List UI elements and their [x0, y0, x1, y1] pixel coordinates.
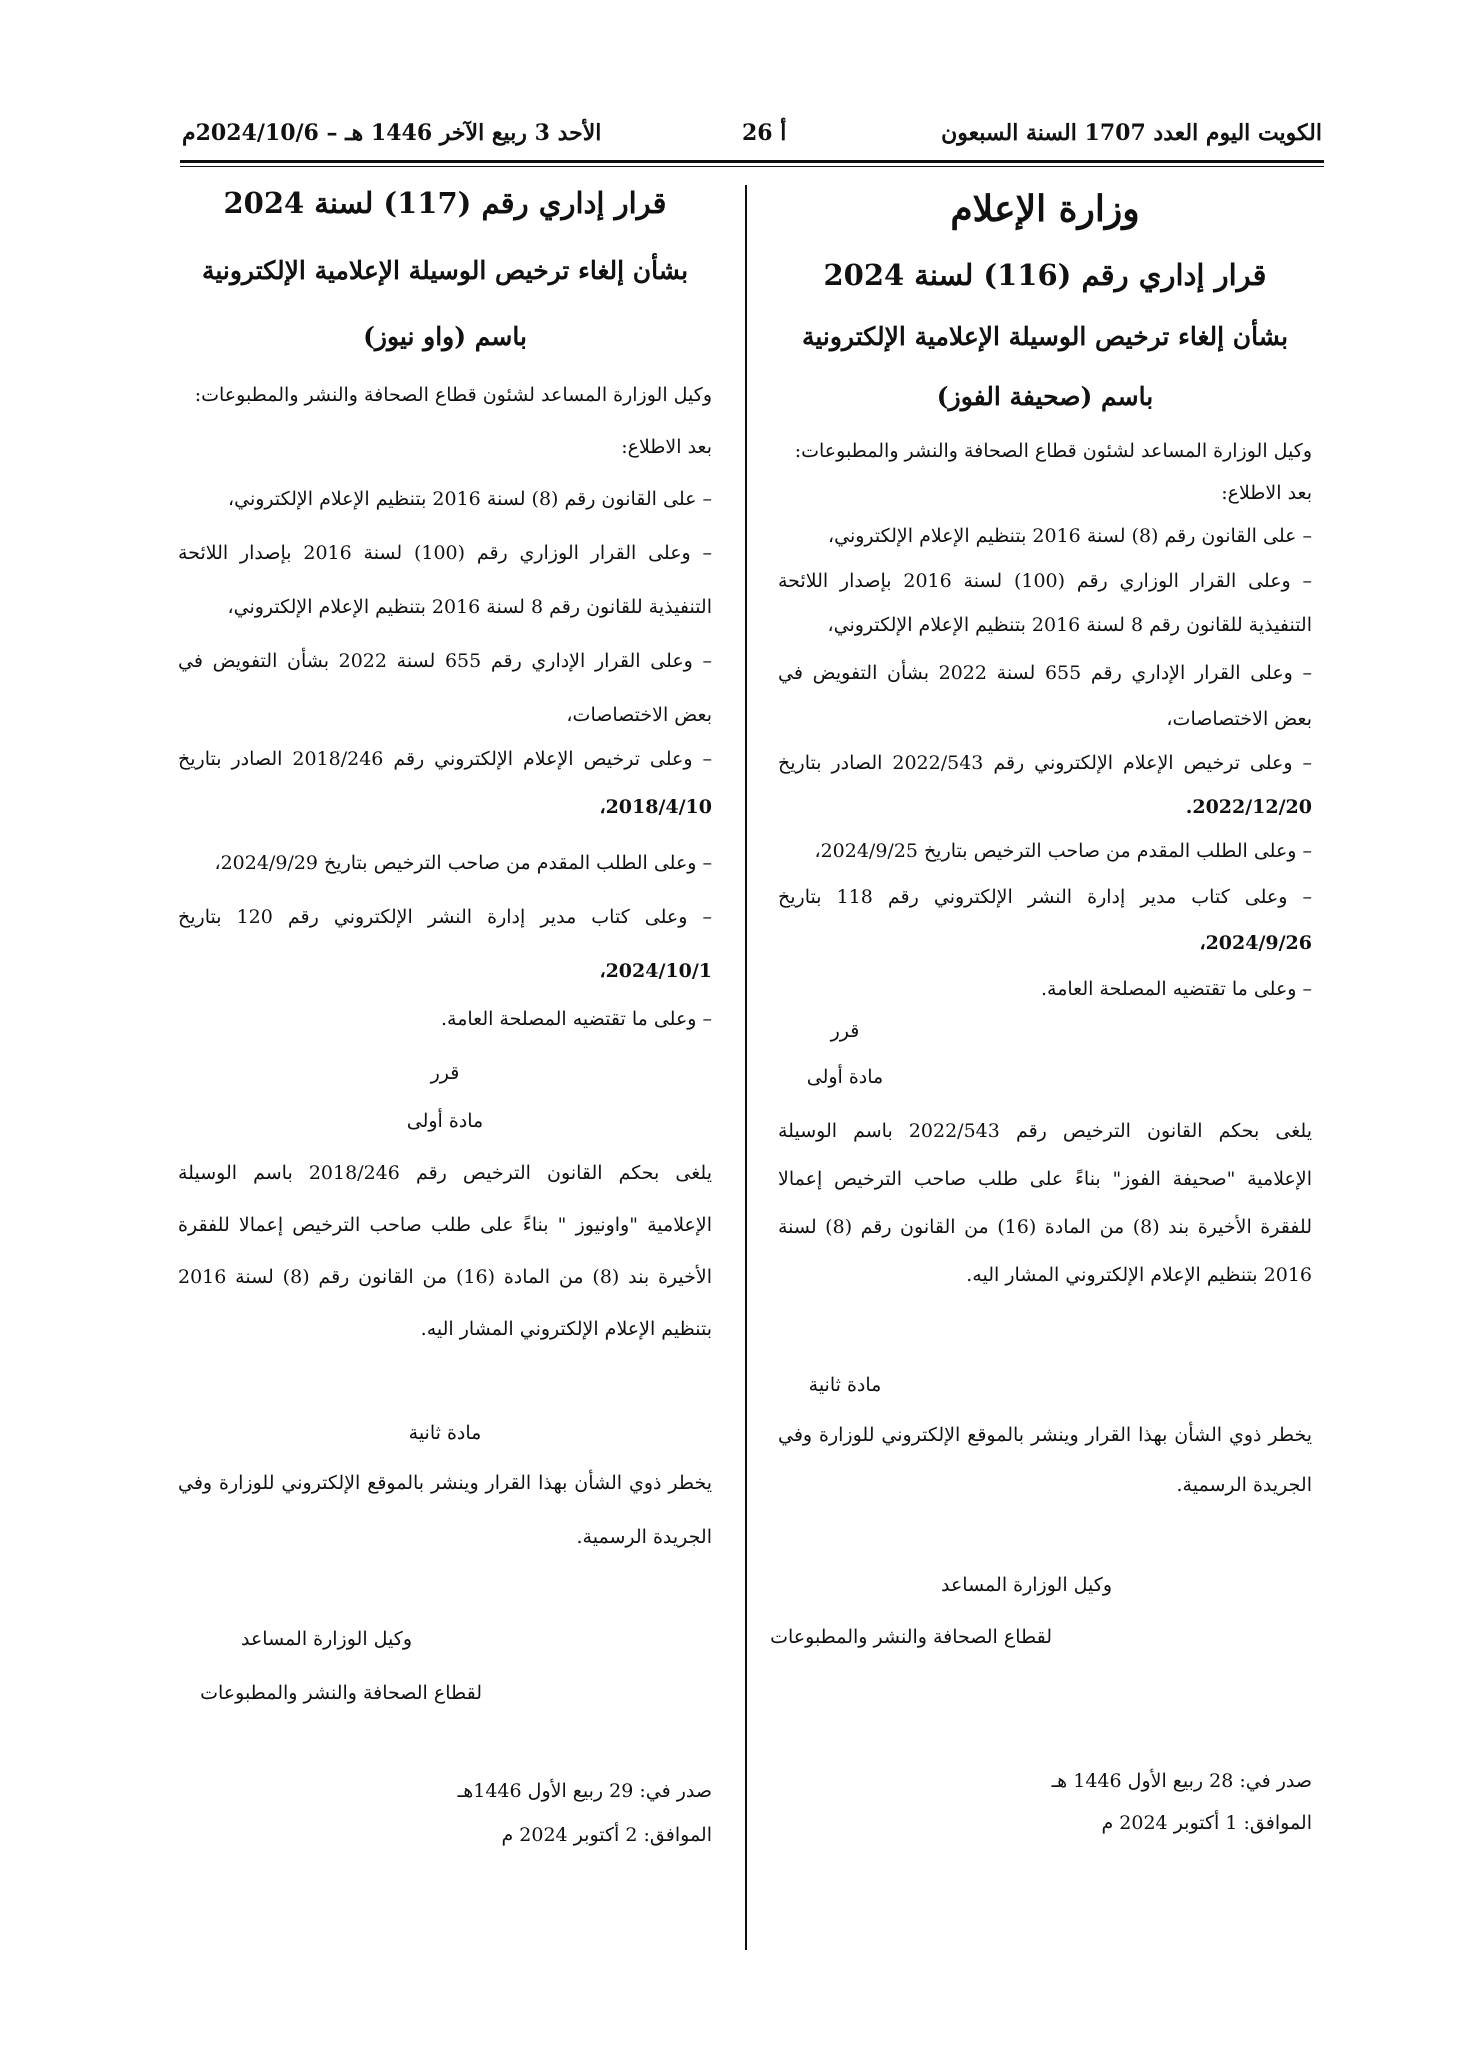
decision-subtitle-name: باسم (صحيفة الفوز)	[936, 382, 1154, 411]
preamble-item: – وعلى ما تقتضيه المصلحة العامة.	[440, 1008, 712, 1030]
preamble-heading: بعد الاطلاع:	[1221, 482, 1312, 504]
article-2-title: مادة ثانية	[408, 1422, 482, 1444]
preamble-item-cont: 2022/12/20.	[1185, 796, 1312, 818]
article-2-text: يخطر ذوي الشأن بهذا القرار وينشر بالموقع الإلكتروني للوزارة وفي	[178, 1472, 712, 1494]
decision-117-column	[178, 0, 712, 2067]
article-1-text: الإعلامية "واونيوز " بناءً على طلب صاحب الترخيص إعمالا للفقرة	[178, 1214, 712, 1236]
decision-title: قرار إداري رقم (116) لسنة 2024	[823, 258, 1267, 292]
preamble-item: – وعلى الطلب المقدم من صاحب الترخيص بتاريخ 2024/9/29،	[214, 852, 712, 874]
preamble-item: – وعلى القرار الوزاري رقم (100) لسنة 2016 بإصدار اللائحة	[778, 570, 1312, 592]
preamble-item-cont: التنفيذية للقانون رقم 8 لسنة 2016 بتنظيم الإعلام الإلكتروني،	[227, 596, 712, 618]
article-1-text: يلغى بحكم القانون الترخيص رقم 2018/246 باسم الوسيلة	[178, 1162, 713, 1184]
corresponding-date: الموافق: 1 أكتوبر 2024 م	[1101, 1812, 1312, 1834]
issued-date: صدر في: 28 ربيع الأول 1446 هـ	[1051, 1770, 1312, 1792]
corresponding-date: الموافق: 2 أكتوبر 2024 م	[501, 1824, 712, 1846]
signatory-sector: لقطاع الصحافة والنشر والمطبوعات	[770, 1626, 1052, 1648]
preamble-item: – وعلى ما تقتضيه المصلحة العامة.	[1040, 978, 1312, 1000]
signatory-title: وكيل الوزارة المساعد	[941, 1574, 1112, 1596]
preamble-item: – وعلى كتاب مدير إدارة النشر الإلكتروني رقم 118 بتاريخ	[778, 886, 1313, 908]
signatory-title: وكيل الوزارة المساعد	[241, 1628, 412, 1650]
preamble-item-cont: بعض الاختصاصات،	[566, 704, 712, 726]
preamble-authority: وكيل الوزارة المساعد لشئون قطاع الصحافة والنشر والمطبوعات:	[194, 384, 712, 406]
preamble-item: – وعلى ترخيص الإعلام الإلكتروني رقم 2022/543 الصادر بتاريخ	[778, 752, 1312, 774]
article-1-text: يلغى بحكم القانون الترخيص رقم 2022/543 باسم الوسيلة	[778, 1120, 1313, 1142]
preamble-item: – وعلى ترخيص الإعلام الإلكتروني رقم 2018/246 الصادر بتاريخ	[178, 748, 712, 770]
decision-subtitle: بشأن إلغاء ترخيص الوسيلة الإعلامية الإلكترونية	[801, 322, 1289, 351]
preamble-item: – وعلى الطلب المقدم من صاحب الترخيص بتاريخ 2024/9/25،	[814, 840, 1312, 862]
article-2-text: الجريدة الرسمية.	[1176, 1474, 1312, 1496]
article-1-text: الإعلامية "صحيفة الفوز" بناءً على طلب صاحب الترخيص إعمالا	[778, 1168, 1312, 1190]
decision-title: قرار إداري رقم (117) لسنة 2024	[223, 186, 667, 220]
preamble-item: – وعلى كتاب مدير إدارة النشر الإلكتروني رقم 120 بتاريخ	[178, 906, 713, 928]
decided-heading: قرر	[430, 1062, 460, 1084]
signatory-sector: لقطاع الصحافة والنشر والمطبوعات	[200, 1682, 482, 1704]
preamble-item-cont: 2018/4/10،	[599, 796, 712, 818]
preamble-item: – وعلى القرار الوزاري رقم (100) لسنة 2016 بإصدار اللائحة	[178, 542, 712, 564]
decision-subtitle-name: باسم (واو نيوز)	[363, 322, 527, 351]
decision-subtitle: بشأن إلغاء ترخيص الوسيلة الإعلامية الإلكترونية	[201, 256, 689, 285]
preamble-item-cont: 2024/10/1،	[599, 960, 712, 982]
decided-heading: قرر	[830, 1020, 860, 1042]
preamble-item-cont: التنفيذية للقانون رقم 8 لسنة 2016 بتنظيم الإعلام الإلكتروني،	[827, 614, 1312, 636]
article-1-text: للفقرة الأخيرة بند (8) من المادة (16) من القانون رقم (8) لسنة	[778, 1216, 1312, 1238]
page-number: أ 26	[742, 120, 787, 146]
preamble-item-cont: بعض الاختصاصات،	[1166, 708, 1312, 730]
preamble-item: – وعلى القرار الإداري رقم 655 لسنة 2022 بشأن التفويض في	[178, 650, 712, 672]
ministry-title: وزارة الإعلام	[950, 188, 1140, 230]
article-1-text: 2016 بتنظيم الإعلام الإلكتروني المشار اليه.	[966, 1264, 1312, 1286]
article-2-text: يخطر ذوي الشأن بهذا القرار وينشر بالموقع الإلكتروني للوزارة وفي	[778, 1424, 1312, 1446]
preamble-item: – وعلى القرار الإداري رقم 655 لسنة 2022 بشأن التفويض في	[778, 662, 1312, 684]
issue-info: الكويت اليوم العدد 1707 السنة السبعون	[941, 120, 1322, 146]
preamble-item-cont: 2024/9/26،	[1199, 932, 1312, 954]
article-1-title: مادة أولى	[806, 1066, 884, 1088]
preamble-heading: بعد الاطلاع:	[621, 436, 712, 458]
issue-date: الأحد 3 ربيع الآخر 1446 هـ – 2024/10/6م	[182, 120, 602, 146]
article-2-text: الجريدة الرسمية.	[576, 1526, 712, 1548]
preamble-item: – على القانون رقم (8) لسنة 2016 بتنظيم الإعلام الإلكتروني،	[827, 525, 1312, 547]
article-1-title: مادة أولى	[406, 1110, 484, 1132]
issued-date: صدر في: 29 ربيع الأول 1446هـ	[457, 1780, 712, 1802]
article-1-text: الأخيرة بند (8) من المادة (16) من القانون رقم (8) لسنة 2016	[178, 1266, 713, 1288]
preamble-authority: وكيل الوزارة المساعد لشئون قطاع الصحافة والنشر والمطبوعات:	[794, 440, 1312, 462]
preamble-item: – على القانون رقم (8) لسنة 2016 بتنظيم الإعلام الإلكتروني،	[227, 488, 712, 510]
article-2-title: مادة ثانية	[808, 1374, 882, 1396]
decision-116-column	[770, 0, 1313, 2067]
article-1-text: بتنظيم الإعلام الإلكتروني المشار اليه.	[420, 1318, 712, 1340]
